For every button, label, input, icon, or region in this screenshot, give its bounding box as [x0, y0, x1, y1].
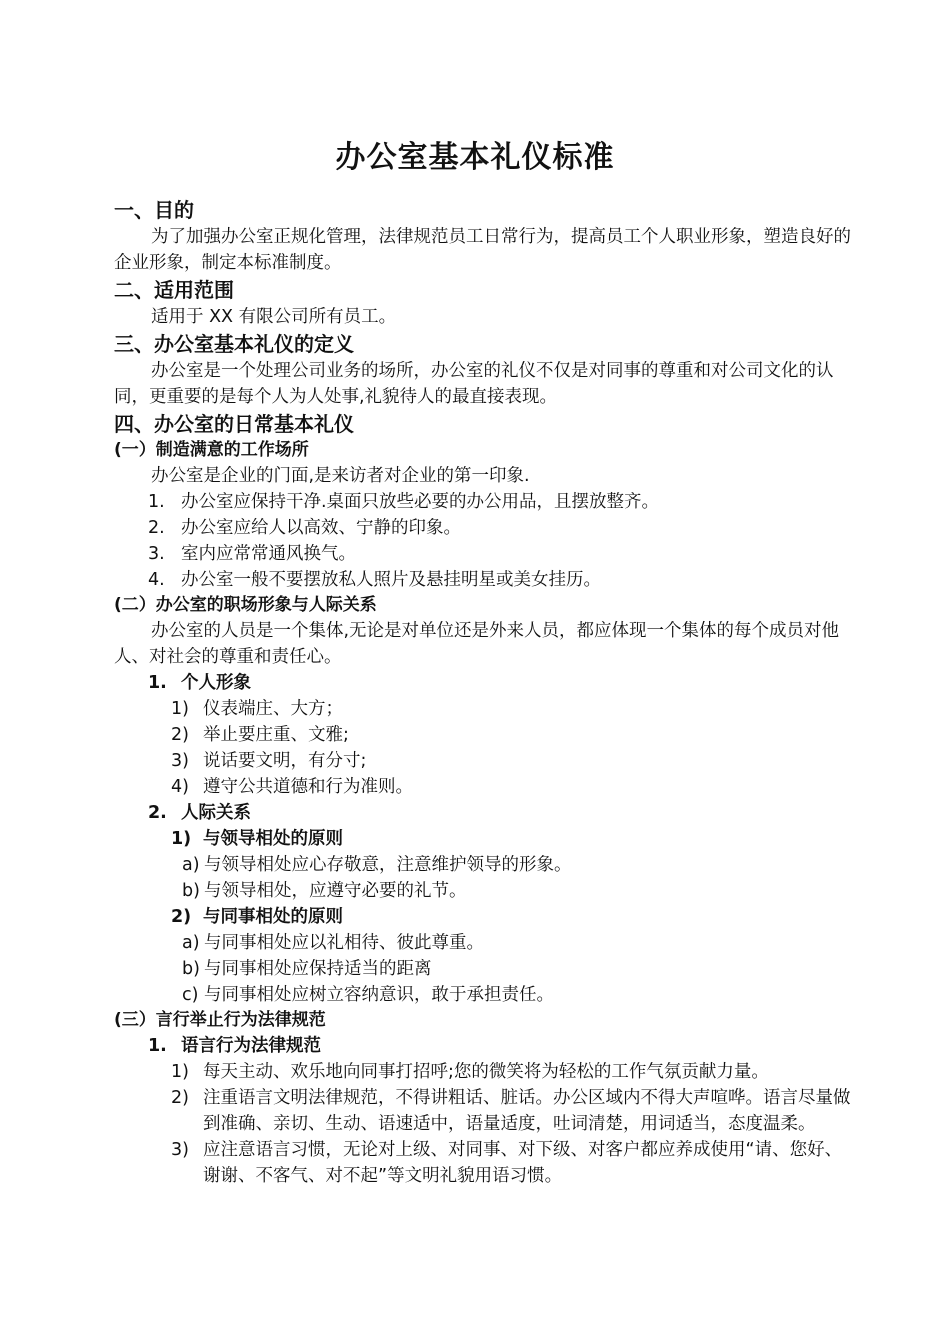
page-title: 办公室基本礼仪标准 [335, 140, 615, 175]
list-item-number: 4. [148, 570, 165, 590]
list-item-number: 2) [171, 725, 189, 745]
list-item-text: 每天主动、欢乐地向同事打招呼;您的微笑将为轻松的工作气氛贡献力量。 [203, 1062, 769, 1082]
list-item-number: 2. [148, 518, 165, 538]
subheading-relations [114, 800, 859, 826]
list-item-text: 办公室应给人以高效、宁静的印象。 [181, 518, 461, 538]
subheading-text: 人际关系 [181, 803, 251, 823]
list-item [114, 515, 859, 541]
list-item-number: 3) [171, 751, 189, 771]
paragraph-purpose: 为了加强办公室正规化管理，法律规范员工日常行为，提高员工个人职业形象，塑造良好的企业形象，制定本标准制度。 [114, 227, 851, 273]
list-item-text: 与同事相处应树立容纳意识，敢于承担责任。 [204, 985, 554, 1005]
list-item-number: 4) [171, 777, 189, 797]
subheading-number: 1. [148, 673, 167, 693]
subheading-speech-norms [114, 1033, 859, 1059]
section-heading-purpose: 一、目的 [114, 198, 194, 222]
list-item [114, 1085, 859, 1137]
list-item [114, 541, 859, 567]
list-item-number: 1. [148, 492, 165, 512]
list-item-number: 2) [171, 1088, 189, 1108]
list-item-text: 仪表端庄、大方； [203, 699, 343, 719]
list-item-number: 1) [171, 1062, 189, 1082]
list-item [114, 878, 859, 904]
list-item-number: 1) [171, 699, 189, 719]
list-item [114, 774, 859, 800]
list-item-text: 室内应常常通风换气。 [181, 544, 356, 564]
list-item-number: b) [182, 959, 200, 979]
subsection-heading-conduct: (三）言行举止行为法律规范 [114, 1010, 326, 1030]
paragraph-workplace-intro: 办公室是企业的门面,是来访者对企业的第一印象. [151, 466, 530, 486]
paragraph-scope: 适用于 XX 有限公司所有员工。 [151, 307, 397, 327]
subheading-text: 个人形象 [181, 673, 251, 693]
list-item [114, 722, 859, 748]
subheading-personal-image [114, 670, 859, 696]
paragraph-definition: 办公室是一个处理公司业务的场所，办公室的礼仪不仅是对同事的尊重和对公司文化的认同，更重要的是每个人为人处事,礼貌待人的最直接表现。 [114, 361, 834, 407]
list-item [114, 1137, 859, 1189]
list-item [114, 930, 859, 956]
list-item-number: c) [182, 985, 199, 1005]
list-item-text: 注重语言文明法律规范，不得讲粗话、脏话。办公区域内不得大声喧哗。语言尽量做到准确、亲切、生动、语速适中，语量适度，吐词清楚，用词适当，态度温柔。 [203, 1088, 851, 1134]
list-item-number: 3) [171, 1140, 189, 1160]
subheading-text: 与同事相处的原则 [203, 907, 343, 927]
section-heading-scope: 二、适用范围 [114, 278, 234, 302]
list-item-text: 办公室一般不要摆放私人照片及悬挂明星或美女挂历。 [181, 570, 601, 590]
subheading-number: 1) [171, 829, 192, 849]
subheading-text: 语言行为法律规范 [181, 1036, 321, 1056]
subheading-number: 2. [148, 803, 167, 823]
list-item-text: 遵守公共道德和行为准则。 [203, 777, 413, 797]
list-item-text: 应注意语言习惯，无论对上级、对同事、对下级、对客户都应养成使用“请、您好、谢谢、不客气、对不起”等文明礼貌用语习惯。 [203, 1140, 843, 1186]
list-item-number: a) [182, 933, 200, 953]
list-item-text: 与同事相处应保持适当的距离 [204, 959, 432, 979]
document-body [114, 196, 859, 1189]
list-item-text: 说话要文明，有分寸; [203, 751, 367, 771]
list-item-text: 办公室应保持干净.桌面只放些必要的办公用品，且摆放整齐。 [181, 492, 660, 512]
subheading-number: 2) [171, 907, 192, 927]
list-item [114, 1059, 859, 1085]
section-heading-daily-etiquette: 四、办公室的日常基本礼仪 [114, 412, 354, 436]
subheading-colleague-principles [114, 904, 859, 930]
list-item [114, 567, 859, 593]
list-item-text: 与同事相处应以礼相待、彼此尊重。 [204, 933, 484, 953]
paragraph-image-relations-intro: 办公室的人员是一个集体,无论是对单位还是外来人员，都应体现一个集体的每个成员对他人、对社会的尊重和责任心。 [114, 621, 840, 667]
list-item-text: 与领导相处应心存敬意，注意维护领导的形象。 [204, 855, 572, 875]
list-item-number: a) [182, 855, 200, 875]
list-item-number: b) [182, 881, 200, 901]
list-item-text: 举止要庄重、文雅; [203, 725, 349, 745]
subheading-leader-principles [114, 826, 859, 852]
subheading-text: 与领导相处的原则 [203, 829, 343, 849]
list-item-text: 与领导相处，应遵守必要的礼节。 [204, 881, 467, 901]
list-item [114, 748, 859, 774]
subsection-heading-workplace: (一）制造满意的工作场所 [114, 440, 309, 460]
list-item-number: 3. [148, 544, 165, 564]
section-heading-definition: 三、办公室基本礼仪的定义 [114, 332, 354, 356]
list-item [114, 956, 859, 982]
list-item [114, 489, 859, 515]
subsection-heading-image-relations: (二）办公室的职场形象与人际关系 [114, 595, 377, 615]
subheading-number: 1. [148, 1036, 167, 1056]
list-item [114, 982, 859, 1008]
list-item [114, 852, 859, 878]
list-item [114, 696, 859, 722]
